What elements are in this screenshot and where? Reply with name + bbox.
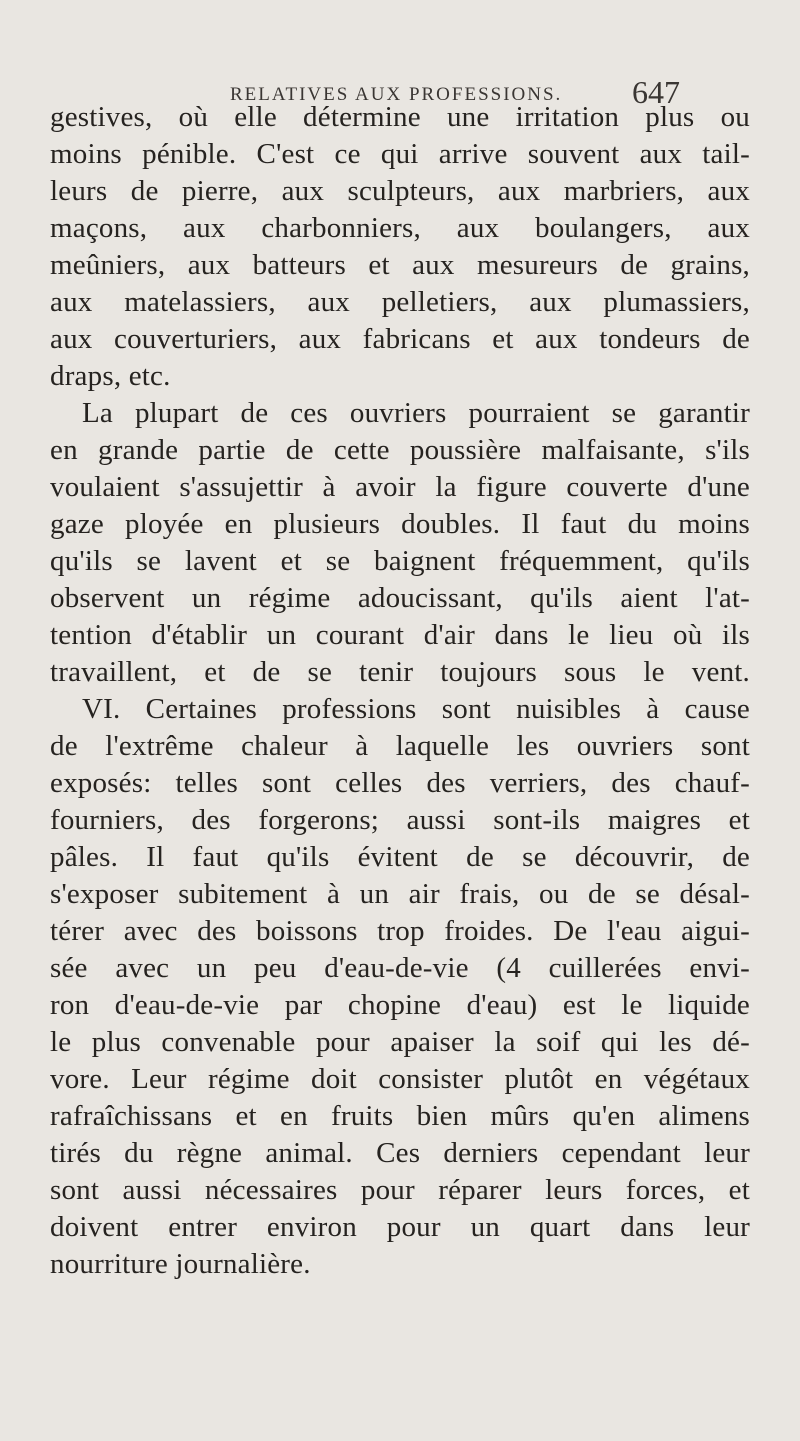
text-line: gestives, où elle détermine une irritation plus ou [50, 101, 750, 133]
text-line: doivent entrer environ pour un quart dans leur [50, 1211, 750, 1243]
text-line: draps, etc. [50, 360, 171, 392]
text-line: La plupart de ces ouvriers pourraient se garantir [82, 397, 750, 429]
text-line: voulaient s'assujettir à avoir la figure couverte d'une [50, 471, 750, 503]
text-line: de l'extrême chaleur à laquelle les ouvriers sont [50, 730, 750, 762]
text-line: le plus convenable pour apaiser la soif qui les dé- [50, 1026, 750, 1058]
running-title: RELATIVES AUX PROFESSIONS. [230, 84, 563, 105]
text-line: fourniers, des forgerons; aussi sont-ils maigres et [50, 804, 750, 836]
text-line: qu'ils se lavent et se baignent fréquemment, qu'ils [50, 545, 750, 577]
text-line: aux couverturiers, aux fabricans et aux tondeurs de [50, 323, 750, 355]
text-line: leurs de pierre, aux sculpteurs, aux marbriers, aux [50, 175, 750, 207]
text-line: sont aussi nécessaires pour réparer leurs forces, et [50, 1174, 750, 1206]
text-line: travaillent, et de se tenir toujours sous le vent. [50, 656, 750, 688]
text-line: en grande partie de cette poussière malfaisante, s'ils [50, 434, 750, 466]
text-line: s'exposer subitement à un air frais, ou de se désal- [50, 878, 750, 910]
text-line: pâles. Il faut qu'ils évitent de se découvrir, de [50, 841, 750, 873]
text-line: tirés du règne animal. Ces derniers cependant leur [50, 1137, 750, 1169]
text-line: vore. Leur régime doit consister plutôt en végétaux [50, 1063, 750, 1095]
text-line: meûniers, aux batteurs et aux mesureurs de grains, [50, 249, 750, 281]
text-line: maçons, aux charbonniers, aux boulangers, aux [50, 212, 750, 244]
text-line: gaze ployée en plusieurs doubles. Il faut du moins [50, 508, 750, 540]
text-line: aux matelassiers, aux pelletiers, aux plumassiers, [50, 286, 750, 318]
page-number: 647 [632, 74, 680, 110]
text-line: térer avec des boissons trop froides. De l'eau aigui- [50, 915, 750, 947]
text-line: nourriture journalière. [50, 1248, 311, 1280]
text-line: VI. Certaines professions sont nuisibles à cause [82, 693, 750, 725]
text-line: ron d'eau-de-vie par chopine d'eau) est le liquide [50, 989, 750, 1021]
text-line: moins pénible. C'est ce qui arrive souvent aux tail- [50, 138, 750, 170]
text-line: rafraîchissans et en fruits bien mûrs qu'en alimens [50, 1100, 750, 1132]
text-line: observent un régime adoucissant, qu'ils aient l'at- [50, 582, 750, 614]
text-line: exposés: telles sont celles des verriers, des chauf- [50, 767, 750, 799]
text-line: sée avec un peu d'eau-de-vie (4 cuillerées envi- [50, 952, 750, 984]
text-line: tention d'établir un courant d'air dans le lieu où ils [50, 619, 750, 651]
